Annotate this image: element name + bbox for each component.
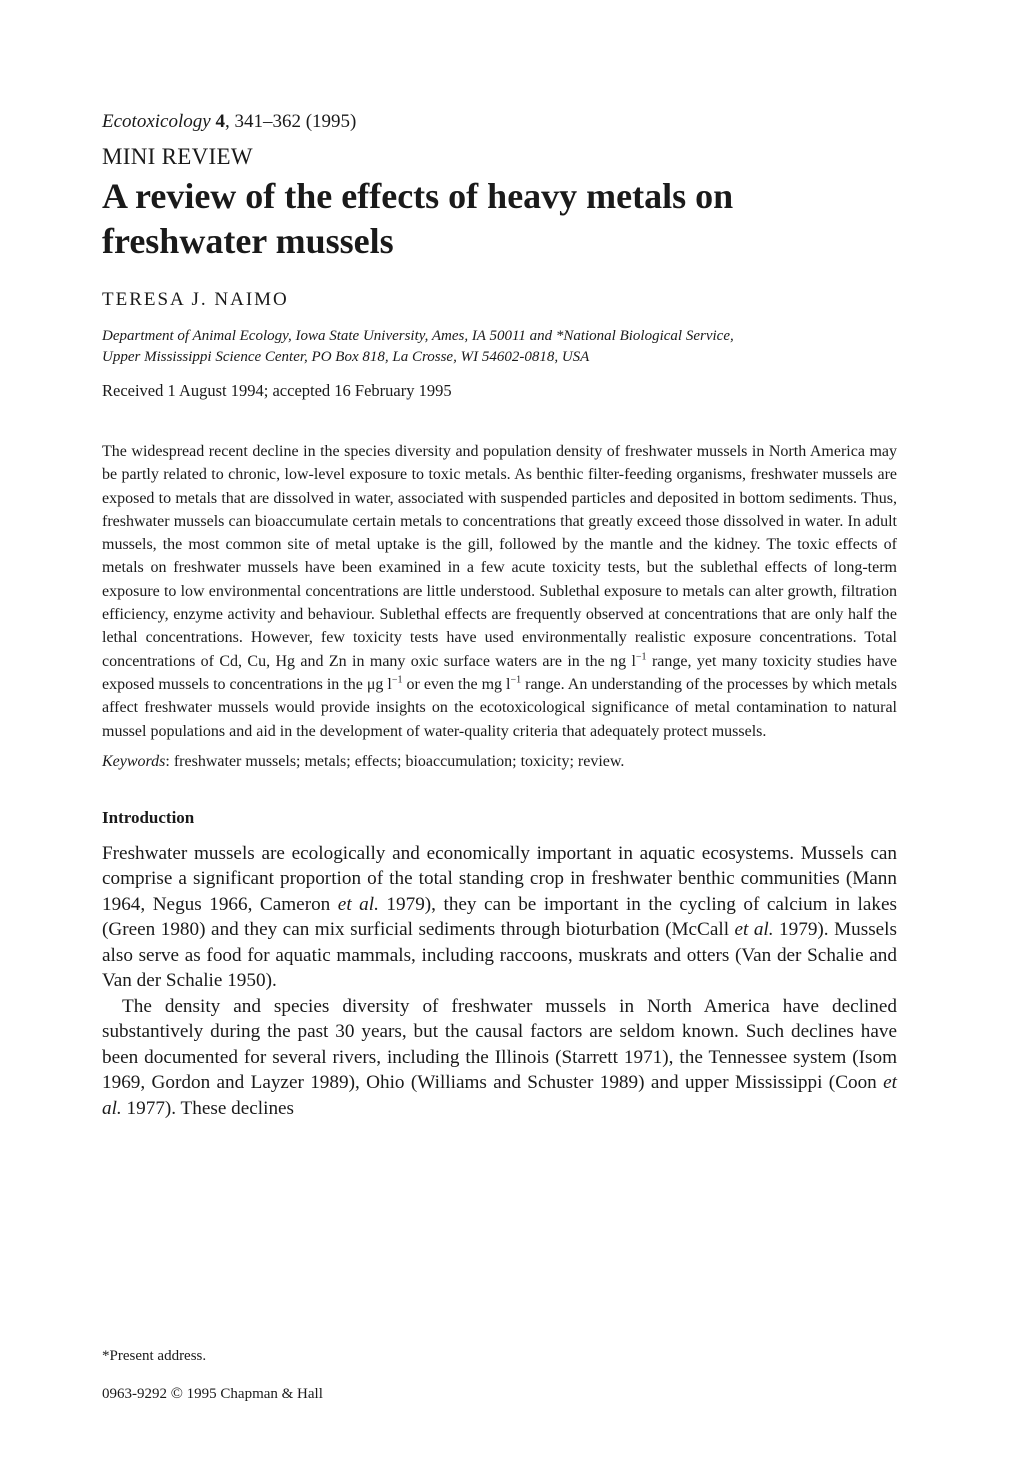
abstract-text-3: or even the mg l: [402, 675, 511, 693]
journal-pages-year: , 341–362 (1995): [224, 111, 357, 132]
keywords: [102, 751, 897, 773]
intro-p2-etal: et al.: [102, 1072, 897, 1119]
article-page: [102, 110, 897, 1121]
author-affiliation: [102, 326, 897, 368]
article-title: A review of the effects of heavy metals on freshwater mussels: [102, 176, 734, 261]
abstract-sup-3: −1: [510, 674, 522, 686]
abstract-text-2: range, yet many toxicity studies have exposed mussels to concentrations in the μg l: [102, 652, 897, 693]
author-name: TERESA J. NAIMO: [102, 289, 289, 310]
abstract-text-1: The widespread recent decline in the species diversity and population density of freshwater mussels in North America may be partly related to chronic, low-level exposure to toxic metals. As benthic filter-feeding organisms, freshwater mussels are exposed to metals that are dissolved in water, associated with suspended particles and deposited in bottom sediments. Thus, freshwater mussels can bioaccumulate certain metals to concentrations that greatly exceed those dissolved in water. In adult mussels, the most common site of metal uptake is the gill, followed by the mantle and the kidney. The toxic effects of metals on freshwater mussels have been examined in a few acute toxicity tests, but the sublethal effects of long-term exposure to low environmental concentrations are little understood. Sublethal exposure to metals can alter growth, filtration efficiency, enzyme activity and behaviour. Sublethal effects are frequently observed at concentrations that are only half the lethal concentrations. However, few toxicity tests have used environmentally realistic exposure concentrations. Total concentrations of Cd, Cu, Hg and Zn in many oxic surface waters are in the ng l: [102, 443, 897, 670]
footnote: *Present address.: [102, 1348, 207, 1364]
affiliation-line-2: Upper Mississippi Science Center, PO Box 818, La Crosse, WI 54602-0818, USA: [102, 349, 590, 365]
copyright-line: [102, 1384, 323, 1404]
section-label: MINI REVIEW: [102, 144, 253, 169]
keywords-label: Keywords: [102, 752, 166, 770]
received-dates: Received 1 August 1994; accepted 16 February 1995: [102, 381, 452, 400]
intro-p1-text-a: Freshwater mussels are ecologically and economically important in aquatic ecosystems. Mussels can comprise a significant proportion of the total standing crop in freshwater benthic communities (Mann 1964, Negus 1966, Cameron: [102, 842, 897, 915]
introduction-heading: Introduction: [102, 807, 195, 827]
intro-p1-etal-2: et al.: [734, 919, 774, 941]
intro-p1-etal-1: et al.: [337, 893, 379, 915]
introduction-paragraph-1: [102, 841, 897, 994]
copyright-text: 1995 Chapman & Hall: [182, 1386, 323, 1402]
keywords-text: : freshwater mussels; metals; effects; bioaccumulation; toxicity; review.: [165, 752, 625, 770]
introduction-paragraph-2: [102, 994, 897, 1122]
issn: 0963-9292: [102, 1386, 171, 1402]
abstract: [102, 440, 897, 743]
intro-p2-text-a: The density and species diversity of freshwater mussels in North America have declined substantively during the past 30 years, but the causal factors are seldom known. Such declines have been documented for several rivers, including the Illinois (Starrett 1971), the Tennessee system (Isom 1969, Gordon and Layzer 1989), Ohio (Williams and Schuster 1989) and upper Mississippi (Coon: [102, 995, 897, 1094]
intro-p1-text-b: 1979), they can be important in the cycling of calcium in lakes (Green 1980) and they can mix surficial sediments through bioturbation (McCall: [102, 893, 897, 941]
abstract-sup-2: −1: [391, 674, 403, 686]
journal-citation: [102, 110, 897, 134]
journal-name: Ecotoxicology: [102, 111, 211, 132]
intro-p2-text-b: 1977). These declines: [121, 1097, 295, 1119]
copyright-icon: ©: [170, 1385, 183, 1402]
abstract-sup-1: −1: [635, 651, 647, 663]
abstract-text-4: range. An understanding of the processes by which metals affect freshwater mussels would provide insights on the ecotoxicological significance of metal contamination to natural mussel populations and aid in the development of water-quality criteria that adequately protect mussels.: [102, 675, 898, 740]
affiliation-line-1: Department of Animal Ecology, Iowa State University, Ames, IA 50011 and *National Biological Service,: [102, 328, 734, 344]
intro-p1-text-c: 1979). Mussels also serve as food for aquatic mammals, including raccoons, muskrats and otters (Van der Schalie and Van der Schalie 1950).: [102, 919, 897, 992]
journal-volume: 4: [215, 111, 225, 132]
